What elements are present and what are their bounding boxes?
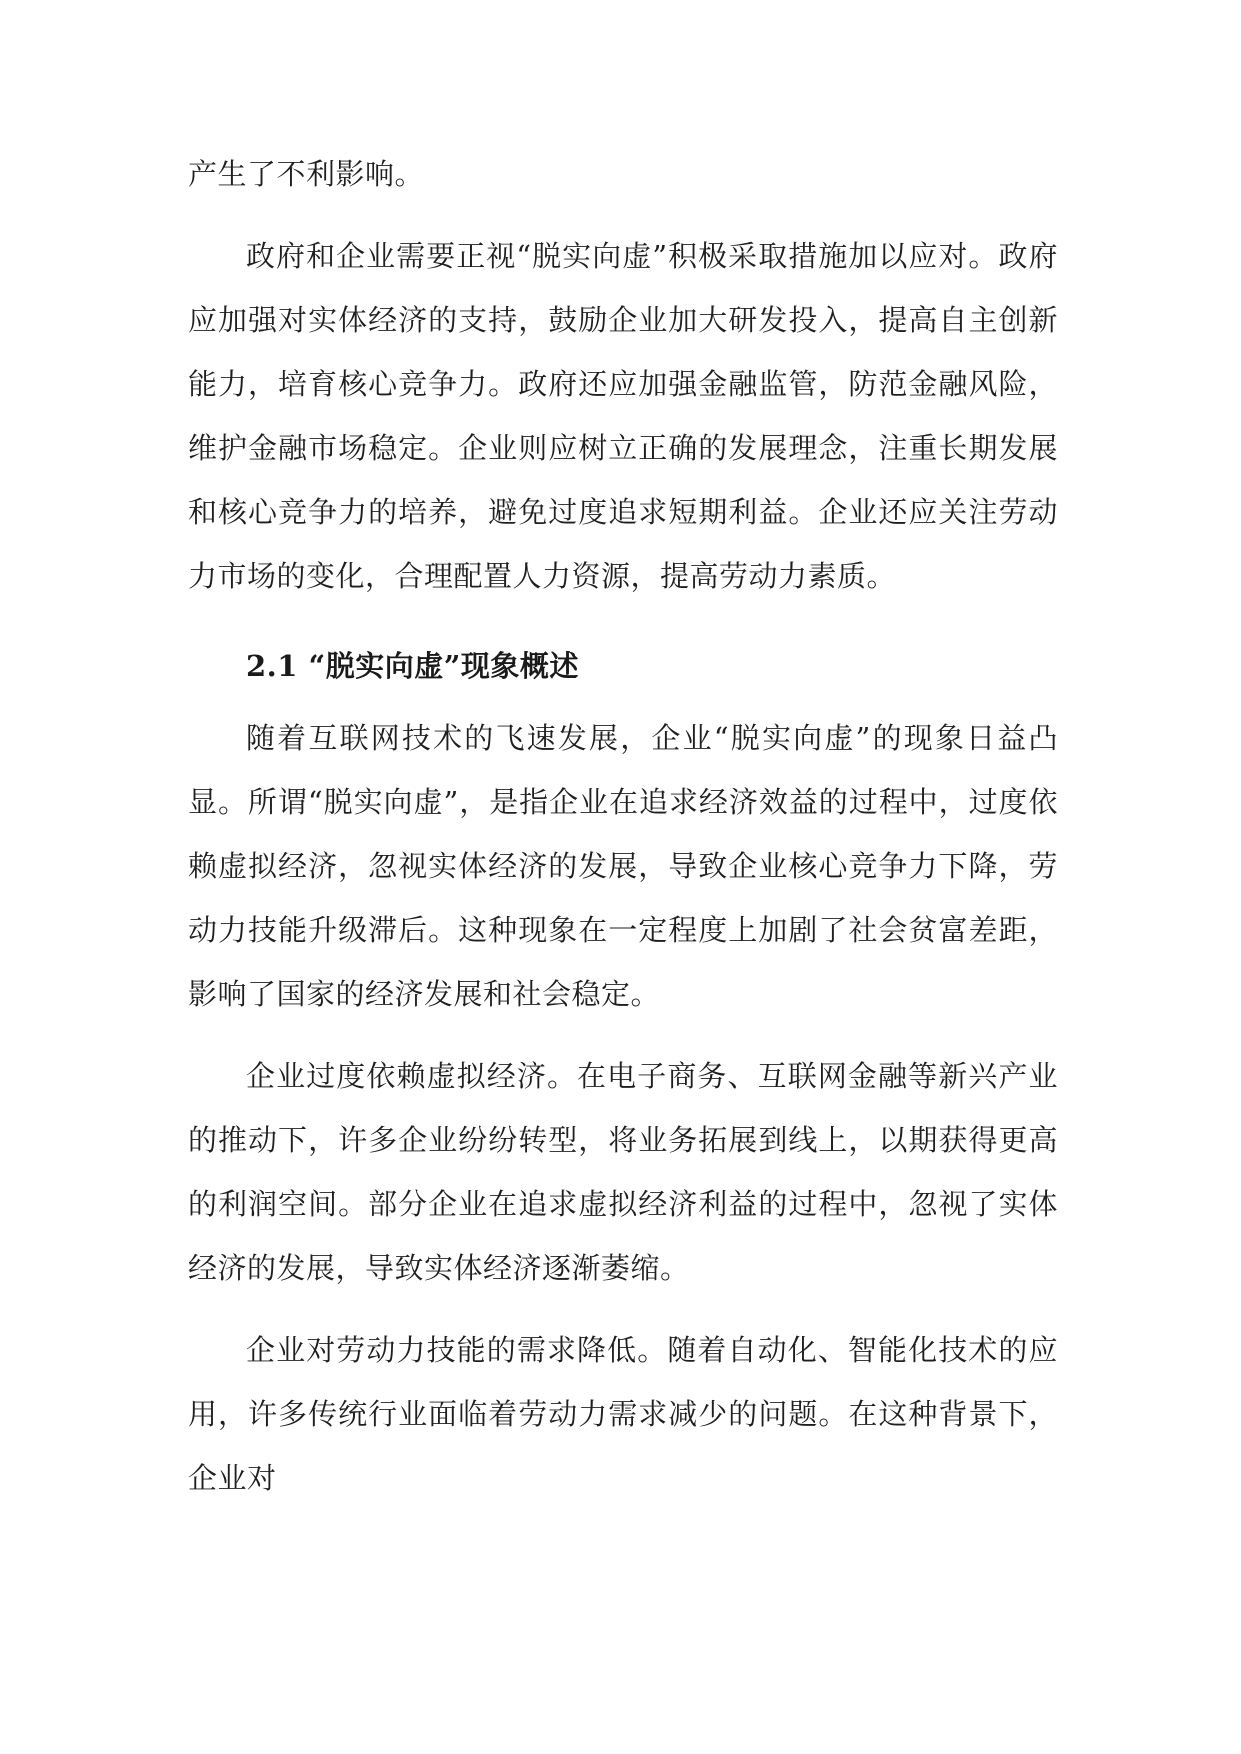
document-body — [188, 142, 1058, 1510]
paragraph-virtual-economy-reliance: 企业过度依赖虚拟经济。在电子商务、互联网金融等新兴产业的推动下，许多企业纷纷转型，将业务拓展到线上，以期获得更高的利润空间。部分企业在追求虚拟经济利益的过程中，忽视了实体经济的发展，导致实体经济逐渐萎缩。 — [188, 1059, 1058, 1285]
paragraph-government-enterprise-response: 政府和企业需要正视“脱实向虚”积极采取措施加以应对。政府应加强对实体经济的支持，鼓励企业加大研发投入，提高自主创新能力，培育核心竞争力。政府还应加强金融监管，防范金融风险，维护金融市场稳定。企业则应树立正确的发展理念，注重长期发展和核心竞争力的培养，避免过度追求短期利益。企业还应关注劳动力市场的变化，合理配置人力资源，提高劳动力素质。 — [188, 239, 1058, 593]
paragraph-phenomenon-overview: 随着互联网技术的飞速发展，企业“脱实向虚”的现象日益凸显。所谓“脱实向虚”，是指企业在追求经济效益的过程中，过度依赖虚拟经济，忽视实体经济的发展，导致企业核心竞争力下降，劳动力技能升级滞后。这种现象在一定程度上加剧了社会贫富差距，影响了国家的经济发展和社会稳定。 — [188, 721, 1058, 1011]
paragraph-continued: 产生了不利影响。 — [188, 157, 425, 191]
section-heading: 2.1 “脱实向虚”现象概述 — [246, 649, 579, 683]
paragraph-labor-skill-demand: 企业对劳动力技能的需求降低。随着自动化、智能化技术的应用，许多传统行业面临着劳动力需求减少的问题。在这种背景下，企业对 — [188, 1333, 1058, 1495]
